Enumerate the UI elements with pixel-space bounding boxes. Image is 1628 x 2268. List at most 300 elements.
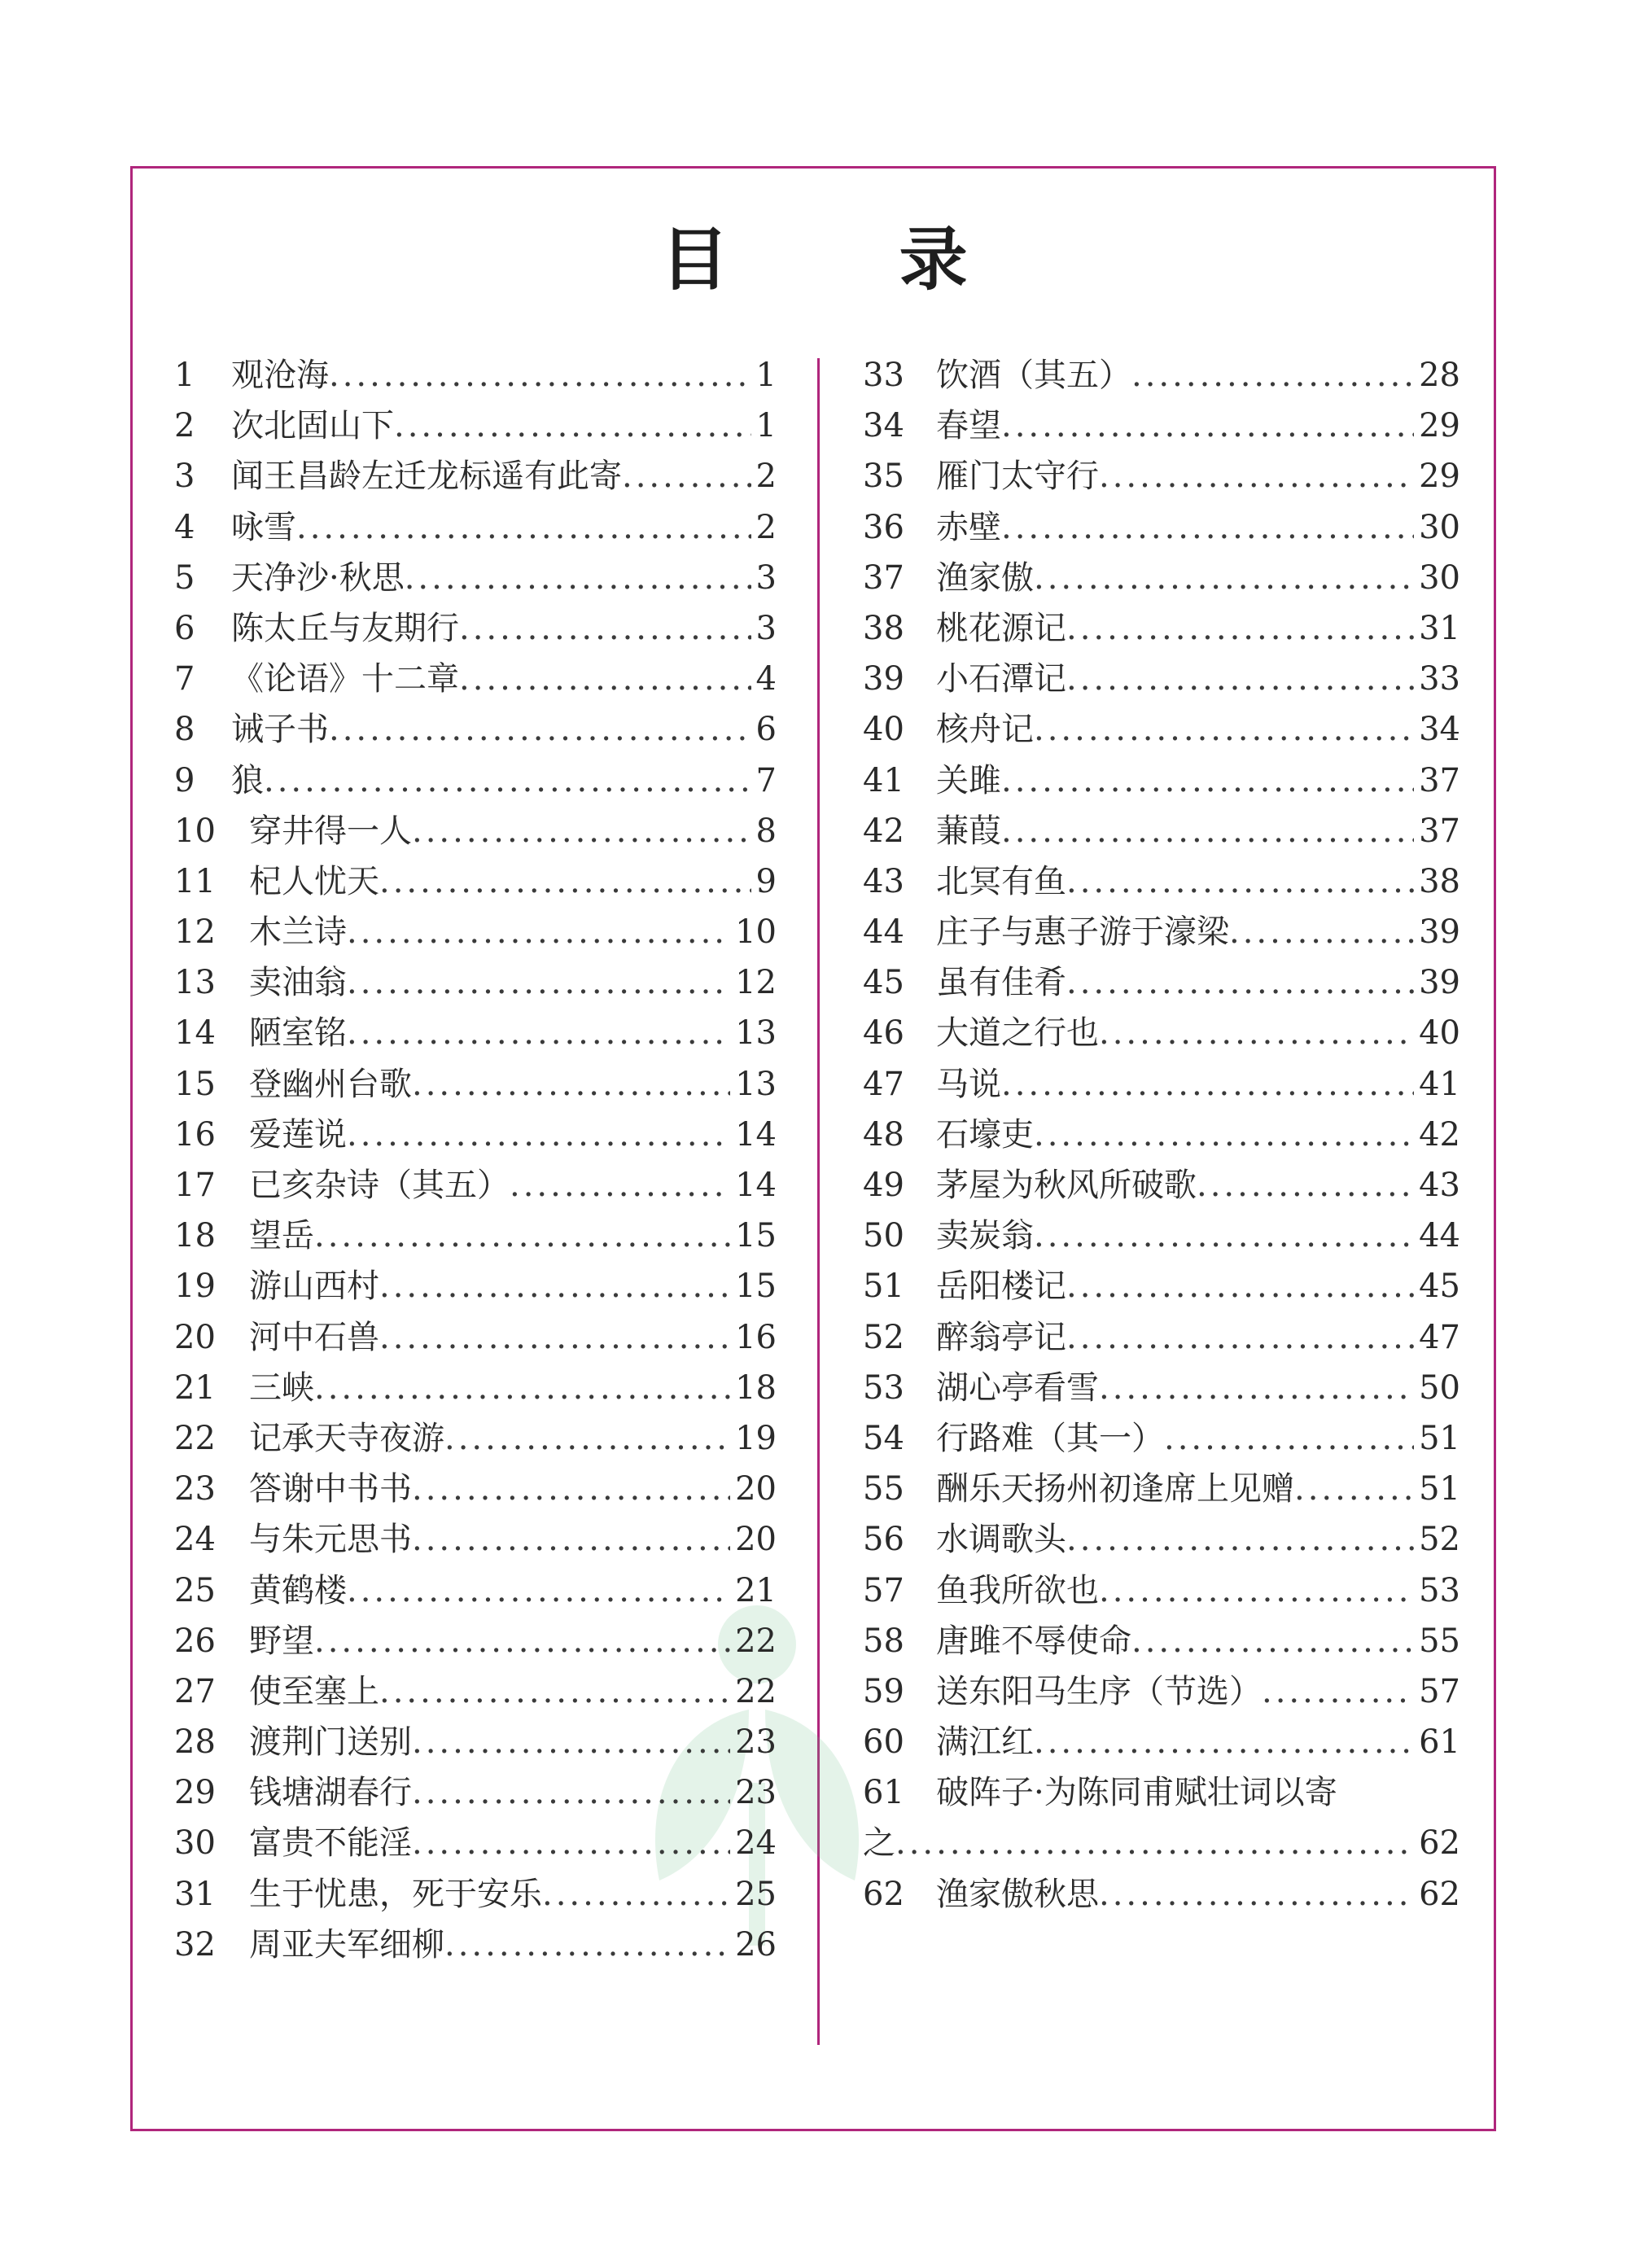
toc-entry-number: 9 <box>174 761 195 799</box>
toc-entry-number: 15 <box>174 1065 216 1103</box>
toc-entry-title: 马说 <box>936 1065 1001 1103</box>
toc-entry-number: 42 <box>863 812 904 850</box>
toc-entry-page: 43 <box>1419 1167 1460 1204</box>
dot-leader <box>412 1059 730 1110</box>
toc-entry-page: 23 <box>735 1774 777 1812</box>
toc-entry-number: 17 <box>174 1167 216 1204</box>
toc-entry-page: 20 <box>735 1470 777 1508</box>
dot-leader <box>1229 907 1414 957</box>
toc-entry-title: 《论语》十二章 <box>231 660 459 698</box>
toc-entry[interactable] <box>174 806 777 856</box>
toc-entry-number: 62 <box>863 1875 904 1913</box>
toc-entry[interactable] <box>863 704 1460 755</box>
dot-leader <box>412 806 751 856</box>
toc-entry[interactable] <box>863 1211 1460 1261</box>
dot-leader <box>1099 1565 1414 1616</box>
dot-leader <box>542 1869 730 1920</box>
toc-entry[interactable] <box>174 553 777 603</box>
dot-leader <box>379 1261 730 1311</box>
dot-leader <box>379 856 751 907</box>
toc-entry[interactable] <box>174 1261 777 1311</box>
toc-entry[interactable] <box>174 1514 777 1565</box>
toc-entry[interactable] <box>863 1008 1460 1058</box>
toc-entry-page: 1 <box>755 357 777 394</box>
toc-entry-title: 送东阳马生序（节选） <box>936 1672 1262 1710</box>
dot-leader <box>314 1363 730 1413</box>
toc-entry[interactable] <box>174 1666 777 1717</box>
toc-entry-page: 10 <box>735 913 777 952</box>
toc-entry-title: 蒹葭 <box>936 812 1001 850</box>
dot-leader <box>405 553 751 603</box>
toc-entry[interactable] <box>863 553 1460 603</box>
toc-entry-number: 20 <box>174 1318 216 1356</box>
dot-leader <box>329 350 751 401</box>
toc-entry-page: 22 <box>735 1672 777 1710</box>
toc-entry[interactable] <box>863 856 1460 907</box>
toc-entry-title: 木兰诗 <box>249 913 347 952</box>
toc-entry[interactable] <box>174 1818 777 1868</box>
toc-entry-title: 周亚夫军细柳 <box>249 1925 444 1964</box>
toc-entry[interactable] <box>174 1160 777 1211</box>
toc-entry-page: 15 <box>735 1217 777 1255</box>
dot-leader <box>1001 1059 1414 1110</box>
toc-entry[interactable] <box>863 603 1460 654</box>
dot-leader <box>1099 451 1414 501</box>
toc-entry-title: 与朱元思书 <box>249 1521 412 1559</box>
toc-entry-title: 三峡 <box>249 1368 314 1407</box>
toc-entry-title: 卖油翁 <box>249 964 347 1002</box>
toc-entry-page: 40 <box>1419 1014 1460 1053</box>
dot-leader <box>444 1920 730 1970</box>
toc-entry-page: 30 <box>1419 558 1460 597</box>
toc-right-column <box>863 350 1460 1920</box>
toc-entry-page: 19 <box>735 1419 777 1457</box>
toc-entry[interactable] <box>174 1464 777 1514</box>
dot-leader <box>1099 1363 1414 1413</box>
dot-leader <box>1034 704 1414 755</box>
toc-entry-page: 39 <box>1419 913 1460 952</box>
dot-leader <box>1066 1261 1414 1311</box>
toc-entry-title: 陋室铭 <box>249 1014 347 1053</box>
toc-entry-page: 9 <box>755 862 777 900</box>
toc-entry-number: 55 <box>863 1470 904 1508</box>
toc-entry-number: 38 <box>863 609 904 647</box>
toc-entry-page: 29 <box>1419 407 1460 445</box>
toc-entry-number: 18 <box>174 1217 216 1255</box>
toc-entry-page: 29 <box>1419 458 1460 496</box>
toc-entry-title: 满江红 <box>936 1723 1034 1762</box>
page-title: 目 录 <box>660 219 1041 300</box>
dot-leader <box>1066 603 1414 654</box>
toc-entry-number: 35 <box>863 458 904 496</box>
toc-entry-title: 诫子书 <box>231 711 329 749</box>
toc-entry-page: 22 <box>735 1622 777 1660</box>
toc-entry-page: 6 <box>755 711 777 749</box>
toc-entry-title: 答谢中书书 <box>249 1470 412 1508</box>
toc-entry[interactable] <box>863 502 1460 553</box>
toc-entry-title: 使至塞上 <box>249 1672 379 1710</box>
toc-entry-page: 38 <box>1419 862 1460 900</box>
toc-entry-number: 13 <box>174 964 216 1002</box>
toc-entry-page: 1 <box>755 407 777 445</box>
dot-leader <box>347 1008 730 1058</box>
toc-entry-title: 鱼我所欲也 <box>936 1571 1099 1609</box>
toc-entry-number: 57 <box>863 1571 904 1609</box>
toc-entry-title: 钱塘湖春行 <box>249 1774 412 1812</box>
toc-entry-page: 37 <box>1419 761 1460 799</box>
toc-entry-page: 14 <box>735 1167 777 1204</box>
toc-entry-number: 47 <box>863 1065 904 1103</box>
toc-entry-page: 33 <box>1419 660 1460 698</box>
dot-leader <box>1131 350 1414 401</box>
toc-entry-title: 天净沙·秋思 <box>231 558 405 597</box>
toc-entry-number: 31 <box>174 1875 216 1913</box>
toc-entry[interactable] <box>174 1616 777 1666</box>
toc-entry-title: 茅屋为秋风所破歌 <box>936 1167 1197 1204</box>
toc-entry-page: 51 <box>1419 1470 1460 1508</box>
toc-entry-number: 4 <box>174 508 195 546</box>
toc-entry-page: 2 <box>755 508 777 546</box>
toc-entry-page: 20 <box>735 1521 777 1559</box>
dot-leader <box>1131 1616 1414 1666</box>
dot-leader <box>264 755 751 806</box>
toc-entry-title-continued: 之 <box>863 1824 895 1863</box>
toc-entry[interactable] <box>863 1413 1460 1464</box>
toc-entry-page: 4 <box>755 660 777 698</box>
dot-leader <box>1066 654 1414 704</box>
toc-entry-number: 34 <box>863 407 904 445</box>
toc-entry[interactable] <box>863 1312 1460 1363</box>
toc-entry-title: 陈太丘与友期行 <box>231 609 459 647</box>
toc-entry[interactable] <box>863 401 1460 451</box>
toc-entry-number: 10 <box>174 812 216 850</box>
toc-entry[interactable] <box>863 654 1460 704</box>
toc-entry-page: 61 <box>1419 1723 1460 1762</box>
toc-entry-title: 望岳 <box>249 1217 314 1255</box>
toc-entry[interactable] <box>174 654 777 704</box>
toc-entry[interactable] <box>174 1717 777 1767</box>
toc-entry[interactable] <box>863 451 1460 501</box>
toc-entry[interactable] <box>863 1717 1460 1767</box>
toc-entry-title: 虽有佳肴 <box>936 964 1066 1002</box>
toc-entry-title: 渔家傲秋思 <box>936 1875 1099 1913</box>
toc-entry-title: 庄子与惠子游于濠梁 <box>936 913 1229 952</box>
toc-entry[interactable] <box>863 1616 1460 1666</box>
toc-entry-title: 核舟记 <box>936 711 1034 749</box>
toc-entry-page: 39 <box>1419 964 1460 1002</box>
dot-leader <box>1034 1110 1414 1160</box>
toc-entry-title: 游山西村 <box>249 1268 379 1306</box>
toc-entry-title: 破阵子·为陈同甫赋壮词以寄 <box>936 1774 1337 1812</box>
toc-entry-title: 渡荆门送别 <box>249 1723 412 1762</box>
toc-entry-title: 大道之行也 <box>936 1014 1099 1053</box>
toc-entry-page: 37 <box>1419 812 1460 850</box>
toc-entry[interactable] <box>174 907 777 957</box>
toc-entry[interactable] <box>174 704 777 755</box>
toc-entry[interactable] <box>174 1110 777 1160</box>
toc-entry-page: 15 <box>735 1268 777 1306</box>
toc-entry[interactable] <box>863 1666 1460 1717</box>
toc-entry-number: 12 <box>174 913 216 952</box>
dot-leader <box>379 1666 730 1717</box>
toc-entry-number: 8 <box>174 711 195 749</box>
dot-leader <box>1066 957 1414 1008</box>
toc-entry[interactable] <box>863 1261 1460 1311</box>
toc-entry-title: 雁门太守行 <box>936 458 1099 496</box>
dot-leader <box>347 1565 730 1616</box>
toc-entry-number: 6 <box>174 609 195 647</box>
toc-entry-title: 小石潭记 <box>936 660 1066 698</box>
toc-entry-number: 36 <box>863 508 904 546</box>
toc-entry[interactable] <box>174 1767 777 1818</box>
toc-entry-title: 观沧海 <box>231 357 329 394</box>
dot-leader <box>1001 806 1414 856</box>
toc-entry[interactable] <box>174 401 777 451</box>
toc-entry-title: 酬乐天扬州初逢席上见赠 <box>936 1470 1294 1508</box>
toc-entry-title: 杞人忧天 <box>249 862 379 900</box>
dot-leader <box>314 1211 730 1261</box>
toc-entry-title: 记承天寺夜游 <box>249 1419 444 1457</box>
toc-entry-number: 11 <box>174 862 216 900</box>
toc-entry[interactable] <box>863 755 1460 806</box>
dot-leader <box>1197 1160 1414 1211</box>
toc-entry-number: 24 <box>174 1521 216 1559</box>
toc-entry-number: 53 <box>863 1368 904 1407</box>
dot-leader <box>459 603 751 654</box>
toc-entry-number: 22 <box>174 1419 216 1457</box>
toc-entry-title: 水调歌头 <box>936 1521 1066 1559</box>
toc-entry-page: 2 <box>755 458 777 496</box>
toc-entry-page: 44 <box>1419 1217 1460 1255</box>
toc-entry[interactable] <box>174 957 777 1008</box>
toc-entry-number: 19 <box>174 1268 216 1306</box>
toc-entry[interactable] <box>174 502 777 553</box>
toc-entry-page: 21 <box>735 1571 777 1609</box>
toc-entry-page: 34 <box>1419 711 1460 749</box>
toc-entry-page: 8 <box>755 812 777 850</box>
toc-entry[interactable] <box>174 603 777 654</box>
dot-leader <box>1066 1514 1414 1565</box>
toc-entry-title: 北冥有鱼 <box>936 862 1066 900</box>
toc-entry-number: 56 <box>863 1521 904 1559</box>
toc-entry-number: 28 <box>174 1723 216 1762</box>
toc-entry-number: 29 <box>174 1774 216 1812</box>
toc-entry[interactable] <box>174 350 777 401</box>
toc-entry[interactable] <box>174 1211 777 1261</box>
toc-entry[interactable] <box>174 1565 777 1616</box>
toc-entry-title: 爱莲说 <box>249 1115 347 1154</box>
toc-entry-number: 48 <box>863 1115 904 1154</box>
toc-entry-page: 45 <box>1419 1268 1460 1306</box>
toc-entry-number: 14 <box>174 1014 216 1053</box>
toc-entry-title: 黄鹤楼 <box>249 1571 347 1609</box>
toc-entry-number: 52 <box>863 1318 904 1356</box>
toc-entry-page: 30 <box>1419 508 1460 546</box>
toc-entry-title: 石壕吏 <box>936 1115 1034 1154</box>
toc-entry-number: 32 <box>174 1925 216 1964</box>
toc-entry[interactable] <box>863 1869 1460 1920</box>
toc-entry-title: 卖炭翁 <box>936 1217 1034 1255</box>
toc-entry-number: 2 <box>174 407 195 445</box>
dot-leader <box>412 1818 730 1868</box>
toc-entry-title: 闻王昌龄左迁龙标遥有此寄 <box>231 458 622 496</box>
dot-leader <box>1034 1211 1414 1261</box>
toc-entry-continuation[interactable] <box>863 1818 1460 1868</box>
toc-entry-page: 31 <box>1419 609 1460 647</box>
toc-entry-number: 37 <box>863 558 904 597</box>
toc-entry-number: 5 <box>174 558 195 597</box>
toc-entry-title: 狼 <box>231 761 264 799</box>
toc-entry-page: 14 <box>735 1115 777 1154</box>
dot-leader <box>459 654 751 704</box>
toc-entry-number: 7 <box>174 660 195 698</box>
dot-leader <box>1034 1717 1414 1767</box>
dot-leader <box>347 957 730 1008</box>
toc-entry-page: 12 <box>735 964 777 1002</box>
toc-entry[interactable] <box>174 856 777 907</box>
toc-entry-title: 生于忧患，死于安乐 <box>249 1875 542 1913</box>
toc-entry-page: 51 <box>1419 1419 1460 1457</box>
toc-entry-title: 次北固山下 <box>231 407 394 445</box>
dot-leader <box>1066 1312 1414 1363</box>
dot-leader <box>1099 1008 1414 1058</box>
dot-leader <box>1164 1413 1414 1464</box>
toc-entry-number: 54 <box>863 1419 904 1457</box>
toc-entry[interactable] <box>174 1312 777 1363</box>
toc-entry[interactable] <box>863 1160 1460 1211</box>
toc-entry-title: 湖心亭看雪 <box>936 1368 1099 1407</box>
toc-entry-page: 25 <box>735 1875 777 1913</box>
toc-entry-number: 60 <box>863 1723 904 1762</box>
toc-entry-page: 42 <box>1419 1115 1460 1154</box>
toc-entry-title: 富贵不能淫 <box>249 1824 412 1863</box>
toc-entry[interactable] <box>863 806 1460 856</box>
toc-entry-number: 39 <box>863 660 904 698</box>
toc-entry-page: 24 <box>735 1824 777 1863</box>
dot-leader <box>412 1514 730 1565</box>
dot-leader <box>1001 401 1414 451</box>
toc-entry-page: 53 <box>1419 1571 1460 1609</box>
toc-entry-title: 岳阳楼记 <box>936 1268 1066 1306</box>
toc-entry-page: 50 <box>1419 1368 1460 1407</box>
dot-leader <box>347 1110 730 1160</box>
toc-entry-title: 穿井得一人 <box>249 812 412 850</box>
toc-entry-title: 饮酒（其五） <box>936 357 1131 394</box>
toc-entry[interactable] <box>863 1110 1460 1160</box>
dot-leader <box>412 1464 730 1514</box>
toc-entry[interactable] <box>863 1059 1460 1110</box>
toc-entry[interactable] <box>174 755 777 806</box>
toc-entry-number: 61 <box>863 1774 904 1812</box>
toc-entry[interactable] <box>863 957 1460 1008</box>
toc-entry-title: 关雎 <box>936 761 1001 799</box>
toc-entry-title: 醉翁亭记 <box>936 1318 1066 1356</box>
toc-entry-title: 唐雎不辱使命 <box>936 1622 1131 1660</box>
dot-leader <box>347 907 730 957</box>
toc-entry-number: 1 <box>174 357 195 394</box>
toc-entry[interactable] <box>863 1464 1460 1514</box>
dot-leader <box>379 1312 730 1363</box>
dot-leader <box>1294 1464 1414 1514</box>
toc-entry-number: 23 <box>174 1470 216 1508</box>
toc-entry[interactable] <box>174 1059 777 1110</box>
dot-leader <box>1001 755 1414 806</box>
toc-entry[interactable] <box>863 1565 1460 1616</box>
toc-entry-number: 21 <box>174 1368 216 1407</box>
toc-entry-number: 58 <box>863 1622 904 1660</box>
toc-entry-number: 45 <box>863 964 904 1002</box>
toc-entry-page: 13 <box>735 1014 777 1053</box>
toc-entry-number: 49 <box>863 1167 904 1204</box>
dot-leader <box>1034 553 1414 603</box>
dot-leader <box>329 704 751 755</box>
toc-entry-page: 7 <box>755 761 777 799</box>
toc-entry-page: 55 <box>1419 1622 1460 1660</box>
toc-entry-page: 16 <box>735 1318 777 1356</box>
toc-entry[interactable] <box>863 1514 1460 1565</box>
toc-entry[interactable] <box>174 1413 777 1464</box>
dot-leader <box>412 1767 730 1818</box>
toc-entry-title: 河中石兽 <box>249 1318 379 1356</box>
toc-entry-page: 47 <box>1419 1318 1460 1356</box>
toc-entry-number: 25 <box>174 1571 216 1609</box>
toc-entry-number: 27 <box>174 1672 216 1710</box>
toc-entry-page: 41 <box>1419 1065 1460 1103</box>
dot-leader <box>510 1160 730 1211</box>
toc-entry[interactable] <box>863 1363 1460 1413</box>
dot-leader <box>622 451 751 501</box>
toc-entry-page: 62 <box>1419 1875 1460 1913</box>
toc-entry[interactable] <box>174 1008 777 1058</box>
dot-leader <box>394 401 751 451</box>
toc-entry-number: 30 <box>174 1824 216 1863</box>
toc-left-column <box>174 350 777 1970</box>
toc-entry-title: 春望 <box>936 407 1001 445</box>
toc-entry[interactable] <box>174 1363 777 1413</box>
toc-entry-title: 咏雪 <box>231 508 296 546</box>
toc-entry-number: 46 <box>863 1014 904 1053</box>
toc-entry-page: 18 <box>735 1368 777 1407</box>
dot-leader <box>1099 1869 1414 1920</box>
toc-entry[interactable] <box>174 1869 777 1920</box>
toc-entry-title: 行路难（其一） <box>936 1419 1164 1457</box>
toc-entry-page: 23 <box>735 1723 777 1762</box>
dot-leader <box>412 1717 730 1767</box>
toc-entry[interactable] <box>863 350 1460 401</box>
dot-leader <box>895 1818 1414 1868</box>
toc-entry-number: 41 <box>863 761 904 799</box>
toc-entry[interactable] <box>863 1767 1460 1818</box>
toc-entry-title: 赤壁 <box>936 508 1001 546</box>
toc-entry-page: 26 <box>735 1925 777 1964</box>
toc-entry[interactable] <box>174 451 777 501</box>
toc-entry[interactable] <box>174 1920 777 1970</box>
toc-entry-number: 16 <box>174 1115 216 1154</box>
toc-entry-page: 62 <box>1419 1824 1460 1863</box>
dot-leader <box>314 1616 730 1666</box>
toc-entry-number: 43 <box>863 862 904 900</box>
toc-entry-page: 3 <box>755 558 777 597</box>
toc-entry[interactable] <box>863 907 1460 957</box>
dot-leader <box>1262 1666 1414 1717</box>
toc-entry-number: 59 <box>863 1672 904 1710</box>
toc-entry-number: 33 <box>863 357 904 394</box>
toc-entry-page: 13 <box>735 1065 777 1103</box>
toc-entry-number: 26 <box>174 1622 216 1660</box>
toc-entry-page: 28 <box>1419 357 1460 394</box>
toc-entry-page: 52 <box>1419 1521 1460 1559</box>
toc-entry-number: 50 <box>863 1217 904 1255</box>
